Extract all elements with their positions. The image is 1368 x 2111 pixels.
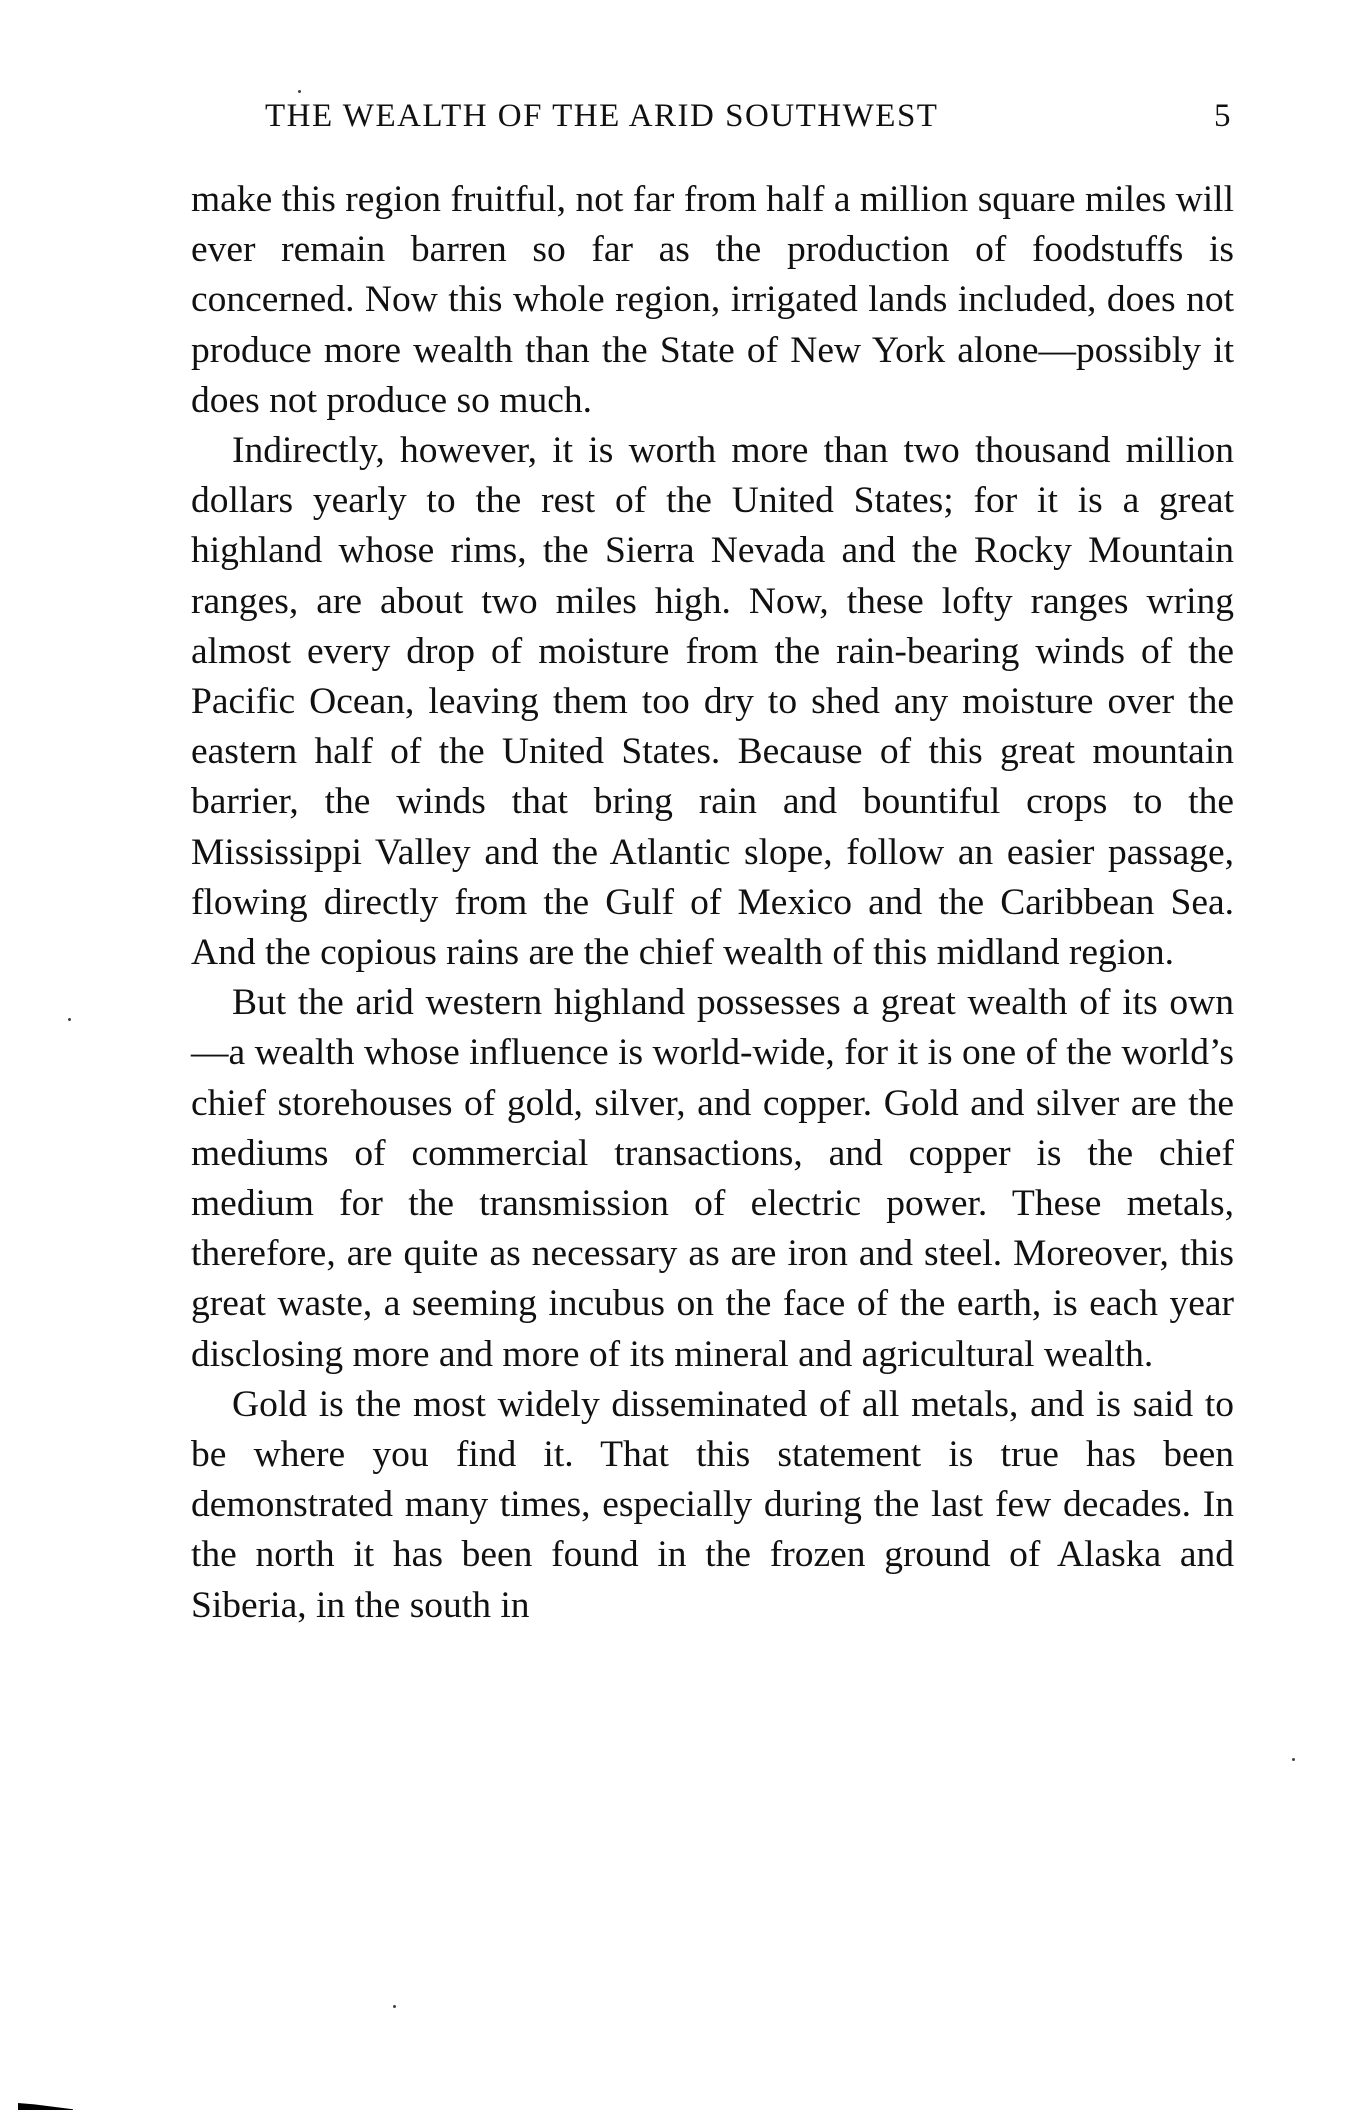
- paragraph: Gold is the most widely disseminated of all metals, and is said to be where you find it. That this statement is true has been demonstrated many times, especially during the last few decades. In the north it has been found in the frozen ground of Alaska and Siberia, in the south in: [191, 1383, 1234, 1626]
- scan-speck: [68, 1018, 71, 1021]
- body-text: [191, 175, 1234, 1631]
- running-head: [193, 98, 1238, 142]
- paragraph: Indirectly, however, it is worth more than two thousand million dollars yearly to the rest of the United States; for it is a great highland whose rims, the Sierra Nevada and the Rocky Mountain ranges, are about two miles high. Now, these lofty ranges wring almost every drop of moisture from the rain-bearing winds of the Pacific Ocean, leaving them too dry to shed any moisture over the eastern half of the United States. Because of this great mountain barrier, the winds that bring rain and bountiful crops to the Mississippi Valley and the Atlantic slope, follow an easier passage, flowing directly from the Gulf of Mexico and the Caribbean Sea. And the copious rains are the chief wealth of this midland region.: [191, 430, 1234, 974]
- scan-edge-mark: [18, 2103, 73, 2110]
- scan-speck: [1292, 1758, 1295, 1761]
- page-number: 5: [1214, 98, 1232, 134]
- scan-speck: [298, 90, 301, 93]
- running-title: THE WEALTH OF THE ARID SOUTHWEST: [265, 98, 939, 134]
- scan-speck: [393, 2005, 396, 2008]
- paragraph: make this region fruitful, not far from half a million square miles will ever remain barren so far as the production of foodstuffs is concerned. Now this whole region, irrigated lands included, does not produce more wealth than the State of New York alone—possibly it does not produce so much.: [191, 179, 1234, 421]
- paragraph: But the arid western highland possesses a great wealth of its own—a wealth whose influence is world-wide, for it is one of the world’s chief storehouses of gold, silver, and copper. Gold and silver are the mediums of commercial transactions, and copper is the chief medium for the transmission of electric power. These metals, therefore, are quite as necessary as are iron and steel. Moreover, this great waste, a seeming incubus on the face of the earth, is each year disclosing more and more of its mineral and agricultural wealth.: [191, 982, 1234, 1375]
